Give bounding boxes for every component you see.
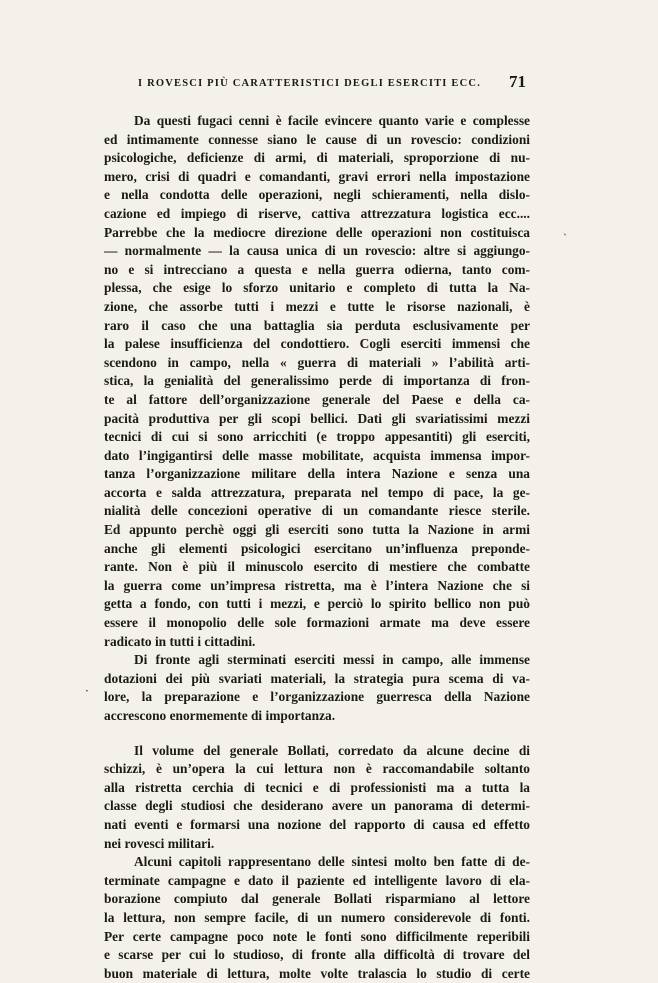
text-line: classe degli studiosi che desiderano avere un panorama di determi- (104, 798, 530, 814)
text-line: radicato in tutti i cittadini. (104, 633, 256, 649)
body-text (104, 112, 530, 983)
text-line: nei rovesci militari. (104, 835, 215, 851)
paragraph-gap (104, 726, 530, 742)
text-line: ed intimamente connesse siano le cause di un rovescio: condizioni (104, 131, 530, 147)
text-line: la palese insufficienza del condottiero. Cogli eserciti immensi che (104, 336, 530, 352)
text-line: alla ristretta cerchia di tecnici e di professionisti ma a tutta la (104, 779, 530, 795)
text-line: Ed appunto perchè oggi gli eserciti sono tutta la Nazione in armi (104, 522, 530, 538)
running-head: I ROVESCI PIÙ CARATTERISTICI DEGLI ESERCITI ECC. (138, 78, 482, 89)
text-line: Il volume del generale Bollati, corredato da alcune decine di (134, 742, 530, 758)
text-line: buon materiale di lettura, molte volte tralascia lo studio di certe (104, 965, 530, 981)
paragraph (104, 853, 530, 983)
paragraph (104, 112, 530, 651)
text-line: Parrebbe che la mediocre direzione delle operazioni non costituisca (104, 224, 530, 240)
text-line: nati eventi e formarsi una nozione del rapporto di causa ed effetto (104, 816, 530, 832)
text-line: e nella condotta delle operazioni, negli schieramenti, nella dislo- (104, 187, 530, 203)
text-line: tanza l’organizzazione militare della intera Nazione e senza una (104, 466, 530, 482)
text-line: e scarse per cui lo studioso, di fronte alla difficoltà di trovare del (104, 947, 530, 963)
text-line: terminate campagne e dato il paziente ed intelligente lavoro di ela- (104, 872, 530, 888)
text-line: lore, la preparazione e l’organizzazione guerresca della Nazione (104, 689, 530, 705)
page-number: 71 (509, 72, 526, 91)
text-line: cazione ed impiego di riserve, cattiva attrezzatura logistica ecc.... (104, 205, 530, 221)
text-line: pacità produttiva per gli scopi bellici. Dati gli svariatissimi mezzi (104, 410, 530, 426)
text-line: borazione compiuto dal generale Bollati risparmiano al lettore (104, 891, 530, 907)
text-line: no e si intrecciano a questa e nella guerra odierna, tanto com- (104, 261, 530, 277)
text-line: stica, la genialità del generalissimo perde di importanza di fron- (104, 373, 530, 389)
text-line: zione, che assorbe tutti i mezzi e tutte le risorse nazionali, è (104, 298, 530, 314)
text-line: psicologiche, deficienze di armi, di materiali, sproporzione di nu- (104, 150, 530, 166)
text-line: Per certe campagne poco note le fonti sono difficilmente reperibili (104, 928, 530, 944)
text-line: mero, crisi di quadri e comandanti, gravi errori nella impostazione (104, 168, 530, 184)
text-line: dotazioni dei più svariati materiali, la strategia pura scema di va- (104, 670, 530, 686)
text-line: tecnici di cui si sono arricchiti (e troppo appesantiti) gli eserciti, (104, 429, 530, 445)
text-line: rante. Non è più il minuscolo esercito di mestiere che combatte (104, 559, 530, 575)
text-line: getta a fondo, con tutti i mezzi, e perciò lo spirito bellico non può (104, 596, 530, 612)
page-header (108, 72, 526, 92)
text-line: la lettura, non sempre facile, di un numero considerevole di fonti. (104, 909, 530, 925)
text-line: te al fattore dell’organizzazione generale del Paese e della ca- (104, 391, 530, 407)
text-line: schizzi, è un’opera la cui lettura non è raccomandabile soltanto (104, 761, 530, 777)
text-line: anche gli elementi psicologici esercitano un’influenza preponde- (104, 540, 530, 556)
text-line: plessa, che esige lo sforzo unitario e completo di tutta la Na- (104, 280, 530, 296)
text-line: raro il caso che una battaglia sia perduta esclusivamente per (104, 317, 530, 333)
text-line: essere il monopolio delle sole formazioni armate ma deve essere (104, 615, 530, 631)
text-line: Alcuni capitoli rappresentano delle sintesi molto ben fatte di de- (134, 854, 530, 870)
text-line: — normalmente — la causa unica di un rovescio: altre si aggiungo- (104, 243, 530, 259)
text-line: Di fronte agli sterminati eserciti messi in campo, alle immense (134, 652, 530, 668)
text-line: nialità delle concezioni operative di un comandante riesce sterile. (104, 503, 530, 519)
paragraph (104, 651, 530, 725)
text-line: Da questi fugaci cenni è facile evincere quanto varie e complesse (134, 113, 530, 128)
text-line: accorta e salda attrezzatura, preparata nel tempo di pace, la ge- (104, 484, 530, 500)
margin-speck: ˎ (563, 222, 567, 236)
text-line: scendono in campo, nella « guerra di materiali » l’abilità arti- (104, 354, 530, 370)
paragraph (104, 742, 530, 854)
text-line: dato l’ingigantirsi delle masse mobilitate, acquista immensa impor- (104, 447, 530, 463)
text-line: la guerra come un’impresa ristretta, ma è l’intera Nazione che si (104, 577, 530, 593)
margin-speck: · (85, 684, 89, 698)
text-line: accrescono enormemente di importanza. (104, 708, 336, 723)
